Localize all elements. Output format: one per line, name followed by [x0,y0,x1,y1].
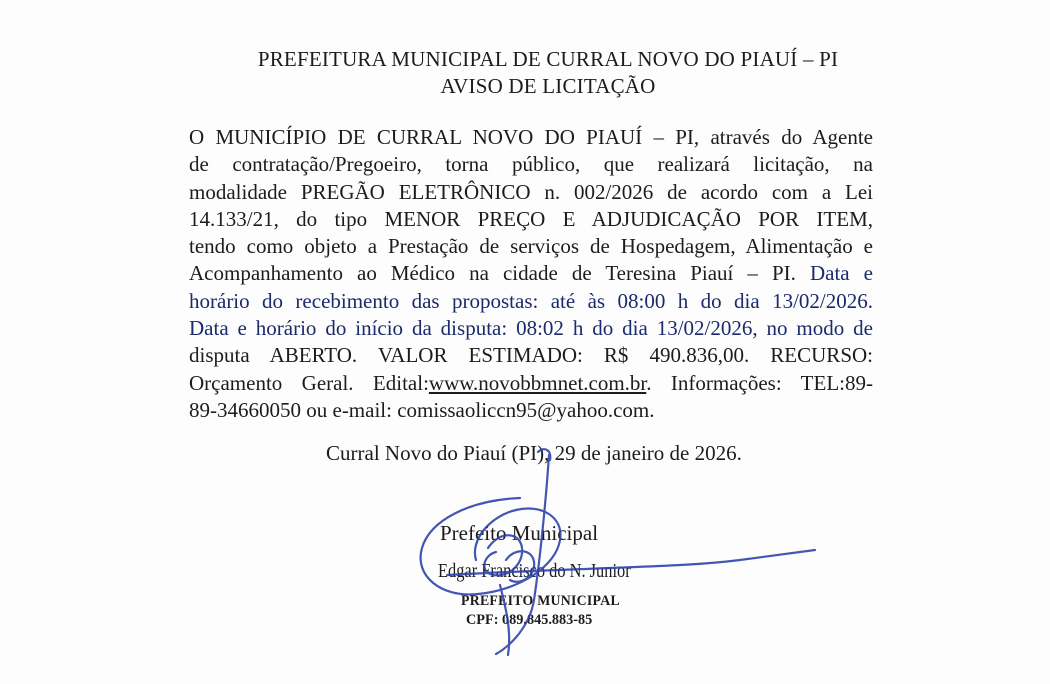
notice-line: de contratação/Pregoeiro, torna público, que realizará licitação, na [189,152,873,177]
edital-link[interactable]: www.novobbmnet.com.br [428,370,647,395]
notice-line: Data e horário do início da disputa: 08:02 h do dia 13/02/2026, no modo de [189,316,873,341]
notice-line: modalidade PREGÃO ELETRÔNICO n. 002/2026 de acordo com a Lei [189,179,873,204]
document-title: AVISO DE LICITAÇÃO [440,74,656,98]
stamp-cpf: CPF: 089.845.883-85 [466,612,593,628]
notice-line: tendo como objeto a Prestação de serviços de Hospedagem, Alimentação e [189,234,873,259]
stamp-title: PREFEITO MUNICIPAL [461,593,620,609]
notice-line-part: Orçamento Geral. Edital: [189,370,429,395]
signatory-name: Edgar Francisco do N. Junior [438,560,631,582]
notice-line: disputa ABERTO. VALOR ESTIMADO: R$ 490.836,00. RECURSO: [189,343,873,368]
notice-line-part: Data e [809,261,874,286]
notice-line: horário do recebimento das propostas: até às 08:00 h do dia 13/02/2026. [189,288,873,313]
document-header-issuer: PREFEITURA MUNICIPAL DE CURRAL NOVO DO PIAUÍ – PI [257,47,839,71]
notice-line: O MUNICÍPIO DE CURRAL NOVO DO PIAUÍ – PI, através do Agente [189,125,873,149]
notice-line-part: Acompanhamento ao Médico na cidade de Teresina Piauí – PI. [189,261,796,286]
signatory-role: Prefeito Municipal [440,521,599,545]
notice-line: 14.133/21, do tipo MENOR PREÇO E ADJUDICAÇÃO POR ITEM, [189,206,873,231]
place-and-date: Curral Novo do Piauí (PI), 29 de janeiro de 2026. [326,441,742,465]
notice-line-part: . Informações: TEL:89- [646,370,873,395]
notice-line: 89-34660050 ou e-mail: comissaoliccn95@yahoo.com. [189,397,655,422]
